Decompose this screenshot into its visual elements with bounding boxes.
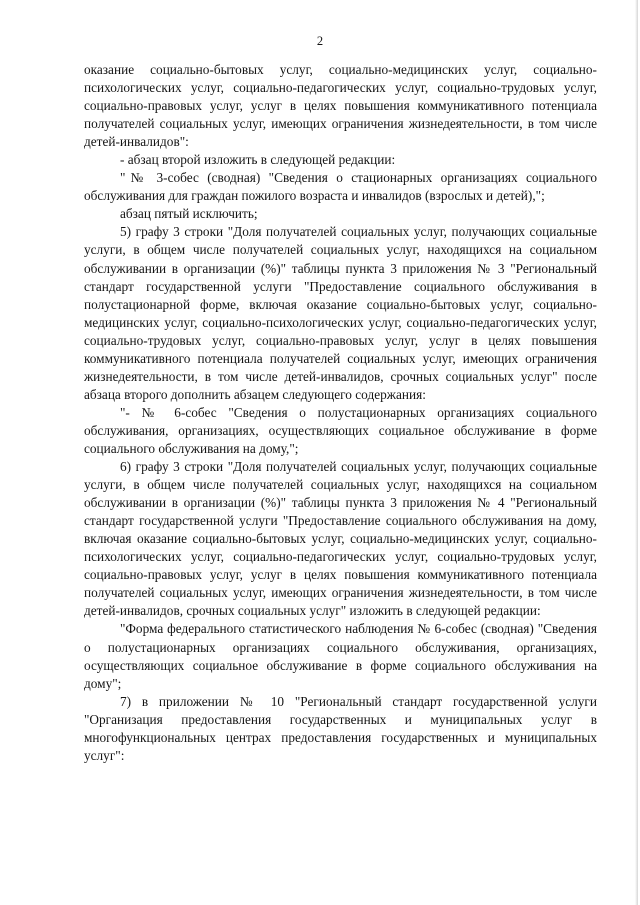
paragraph-item-7: 7) в приложении № 10 "Региональный стандарт государственной услуги "Организация предоставления государственных и муниципальных услуг в многофункциональных центрах предоставления государственных и муниципальных услуг": [84, 693, 597, 763]
paragraph-item-5: 5) графу 3 строки "Доля получателей социальных услуг, получающих социальные услуги, в общем числе получателей социальных услуг, находящихся на социальном обслуживании в организации (%)" таблицы пункта 3 приложения № 3 "Региональный стандарт государственной услуги "Предоставление социального обслуживания в полустационарной форме, включая оказание социально-бытовых услуг, социально-медицинских услуг, социально-психологических услуг, социально-педагогических услуг, социально-трудовых услуг, социально-правовых услуг, услуг в целях повышения коммуникативного потенциала получателей социальных услуг, имеющих ограничения жизнедеятельности, в том числе детей-инвалидов, срочных социальных услуг" после абзаца второго дополнить абзацем следующего содержания: [84, 224, 597, 402]
paragraph-continuation: оказание социально-бытовых услуг, социально-медицинских услуг, социально-психологических услуг, социально-педагогических услуг, социально-трудовых услуг, социально-правовых услуг, услуг в целях повышения коммуникативного потенциала получателей социальных услуг, имеющих ограничения жизнедеятельности, в том числе детей-инвалидов": [84, 62, 597, 150]
paragraph-abzac-pyatiy: абзац пятый исключить; [120, 206, 258, 222]
paragraph-abzac-vtoroy: - абзац второй изложить в следующей редакции: [120, 152, 396, 168]
paragraph-3-sobes: "№ 3-собес (сводная) "Сведения о стационарных организациях социального обслуживания для граждан пожилого возраста и инвалидов (взрослых и детей),"; [84, 170, 597, 204]
page-edge-shadow [635, 0, 638, 905]
document-body [84, 61, 597, 765]
paragraph-6-sobes-insert: "- № 6-собес "Сведения о полустационарных организациях социального обслуживания, организациях, осуществляющих социальное обслуживание в форме социального обслуживания на дому,"; [84, 404, 597, 456]
paragraph-item-6: 6) графу 3 строки "Доля получателей социальных услуг, получающих социальные услуги, в общем числе получателей социальных услуг, находящихся на социальном обслуживании в организации (%)" таблицы пункта 3 приложения № 4 "Региональный стандарт государственной услуги "Предоставление социального обслуживания на дому, включая оказание социально-бытовых услуг, социально-медицинских услуг, социально-психологических услуг, социально-педагогических услуг, социально-трудовых услуг, социально-правовых услуг, услуг в целях повышения коммуникативного потенциала получателей социальных услуг, имеющих ограничения жизнедеятельности, в том числе детей-инвалидов, срочных социальных услуг" изложить в следующей редакции: [84, 459, 597, 619]
paragraph-forma-6-sobes: "Форма федерального статистического наблюдения № 6-собес (сводная) "Сведения о полустационарных организациях социального обслуживания, организациях, осуществляющих социальное обслуживание в форме социального обслуживания на дому"; [84, 621, 597, 691]
page-number: 2 [316, 34, 324, 48]
